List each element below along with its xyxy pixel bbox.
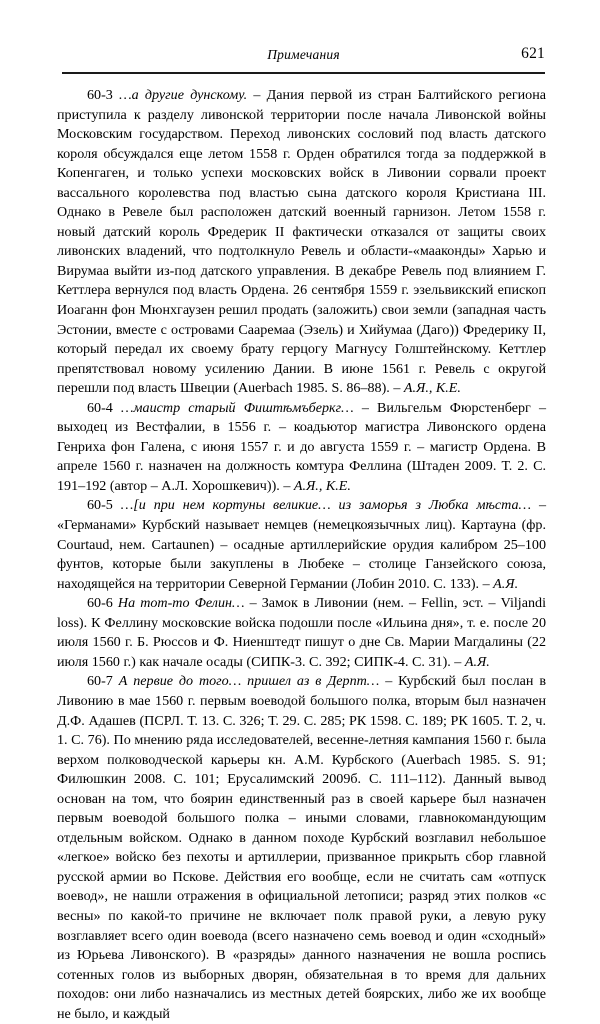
note-body: – «Германами» Курбский называет немцев (немецкоязычных лиц). Картауна (фр. Courtaud, нем. Cartaunen) – осадные артиллерийские орудия калибром 25–100 фунтов, которые были закуплены в Любеке – столице Ганзейского союза, находящейся на территории Северной Германии (Лобин 2010. С. 133). – — [57, 497, 546, 592]
running-head — [62, 47, 545, 69]
note-number: 60-3 — [87, 87, 113, 103]
note-lemma: На тот-то Фелин… — [117, 595, 245, 612]
running-head-title: Примечания — [267, 47, 340, 62]
note-body: – Вильгельм Фюрстенберг – выходец из Вестфалии, в 1556 г. – коадьютор магистра Ливонского ордена Генриха фон Галена, с июня 1557 г. и до августа 1559 г. – магистр Ордена. В апреле 1560 г. назначен на должность комтура Феллина (Штаден 2009. Т. 2. С. 191–192 (автор – А.Л. Хорошкевич)). – — [57, 399, 547, 494]
notes-text-block — [57, 86, 546, 1024]
note-signature: А.Я. — [493, 575, 519, 592]
note-body: – Замок в Ливонии (нем. – Fellin, эст. – Viljandi loss). К Феллину московские войска подошли после «Ильина дня», т. е. после 20 июля 1560 г. Б. Рюссов и Ф. Ниенштедт пишут о дне Св. Марии Магдалины (22 июля 1560 г.) как начале осады (СИПК-3. С. 392; СИПК-4. С. 31). – — [57, 595, 546, 670]
note-body: – Курбский был послан в Ливонию в мае 1560 г. первым воеводой большого полка, вторым был назначен Д.Ф. Адашев (ПСРЛ. Т. 13. С. 326; Т. 29. С. 285; РК 1598. С. 189; РК 1605. Т. 2, ч. 1. С. 76). По мнению ряда исследователей, весенне-летняя кампания 1560 г. была верхом полководческой карьеры кн. А.М. Курбского (Auerbach 1985. S. 91; Филюшкин 2008. С. 101; Ерусалимский 2009б. С. 111–112). Данный вывод основан на том, что боярин единственный раз в своей карьере был назначен первым воеводой большого полка – иными словами, главнокомандующим отдельным войском. Однако в данном походе Курбский возглавил небольшое «легкое» войско без пехоты и артиллерии, призванное прикрыть сбор главной русской армии во Пскове. Действия его вообще, если не считать сам «отпуск воевод», не нашли отражения в официальной летописи; разряд этих полков «с весны» по какой-то причине не включает полк правой руки, а левую руку возглавляет всего один воевода (всего назначено семь воевод и один «сходный» из Юрьева Ливонского). В «разряды» данного назначения не вошла роспись сотенных голов из выборных дворян, обязательная в то время для дальних походов: они либо назначались из местных детей боярских, либо же их вообще не было, и каждый — [57, 673, 546, 1022]
note-entry — [57, 496, 546, 594]
note-number: 60-5 — [87, 497, 113, 514]
note-entry — [57, 672, 546, 1024]
note-entry — [57, 594, 546, 672]
page-number: 621 — [521, 45, 545, 62]
note-body: – Дания первой из стран Балтийского региона приступила к разделу ливонской территории после начала Ливонской войны Московским государством. Переход ливонских сословий под власть датского короля обсуждался еще летом 1558 г. Орден обратился тогда за поддержкой в Копенгаген, и только успехи московских войск в Ливонии сорвали проект вассального королевства под властью сына датского короля Кристиана III. Однако в Ревеле был расположен датский военный гарнизон. Летом 1558 г. новый датский король Фредерик II фактически отказался от защиты своих ливонских владений, что подтолкнуло Ревель и области-«мааконды» Харью и Вирумаа выйти из-под датского управления. В декабре Ревель под влиянием Г. Кеттлера вернулся под власть Ордена. 26 сентября 1559 г. эзельвикский епископ Иоаганн фон Мюнхгаузен решил продать (заложить) свои земли (западная часть Эстонии, вместе с островами Сааремаа (Эзель) и Хийумаа (Даго)) Фредерику II, который передал их своему брату герцогу Магнусу Голштейнскому. Кеттлер препятствовал новому усилению Дании. В июне 1561 г. Ревель с округой перешли под власть Швеции (Auerbach 1985. S. 86–88). – — [57, 87, 546, 397]
note-signature: А.Я., К.Е. — [403, 380, 461, 397]
note-signature: А.Я., К.Е. — [293, 477, 351, 494]
note-lemma: …[и при нем кортуны великие… из заморья з Любка мѣста… — [120, 497, 532, 514]
note-entry — [57, 86, 546, 399]
note-lemma: …а другие дунскому. — [119, 87, 248, 103]
note-number: 60-7 — [87, 673, 113, 690]
note-signature: А.Я. — [464, 653, 490, 670]
note-lemma: …маистр старый Фиштѣмъберкг… — [121, 399, 354, 416]
note-entry — [57, 399, 546, 497]
note-number: 60-6 — [87, 595, 113, 612]
header-divider — [62, 72, 545, 74]
note-lemma: А первие до того… пришел аз в Дерпт… — [118, 673, 380, 690]
note-number: 60-4 — [87, 399, 113, 416]
